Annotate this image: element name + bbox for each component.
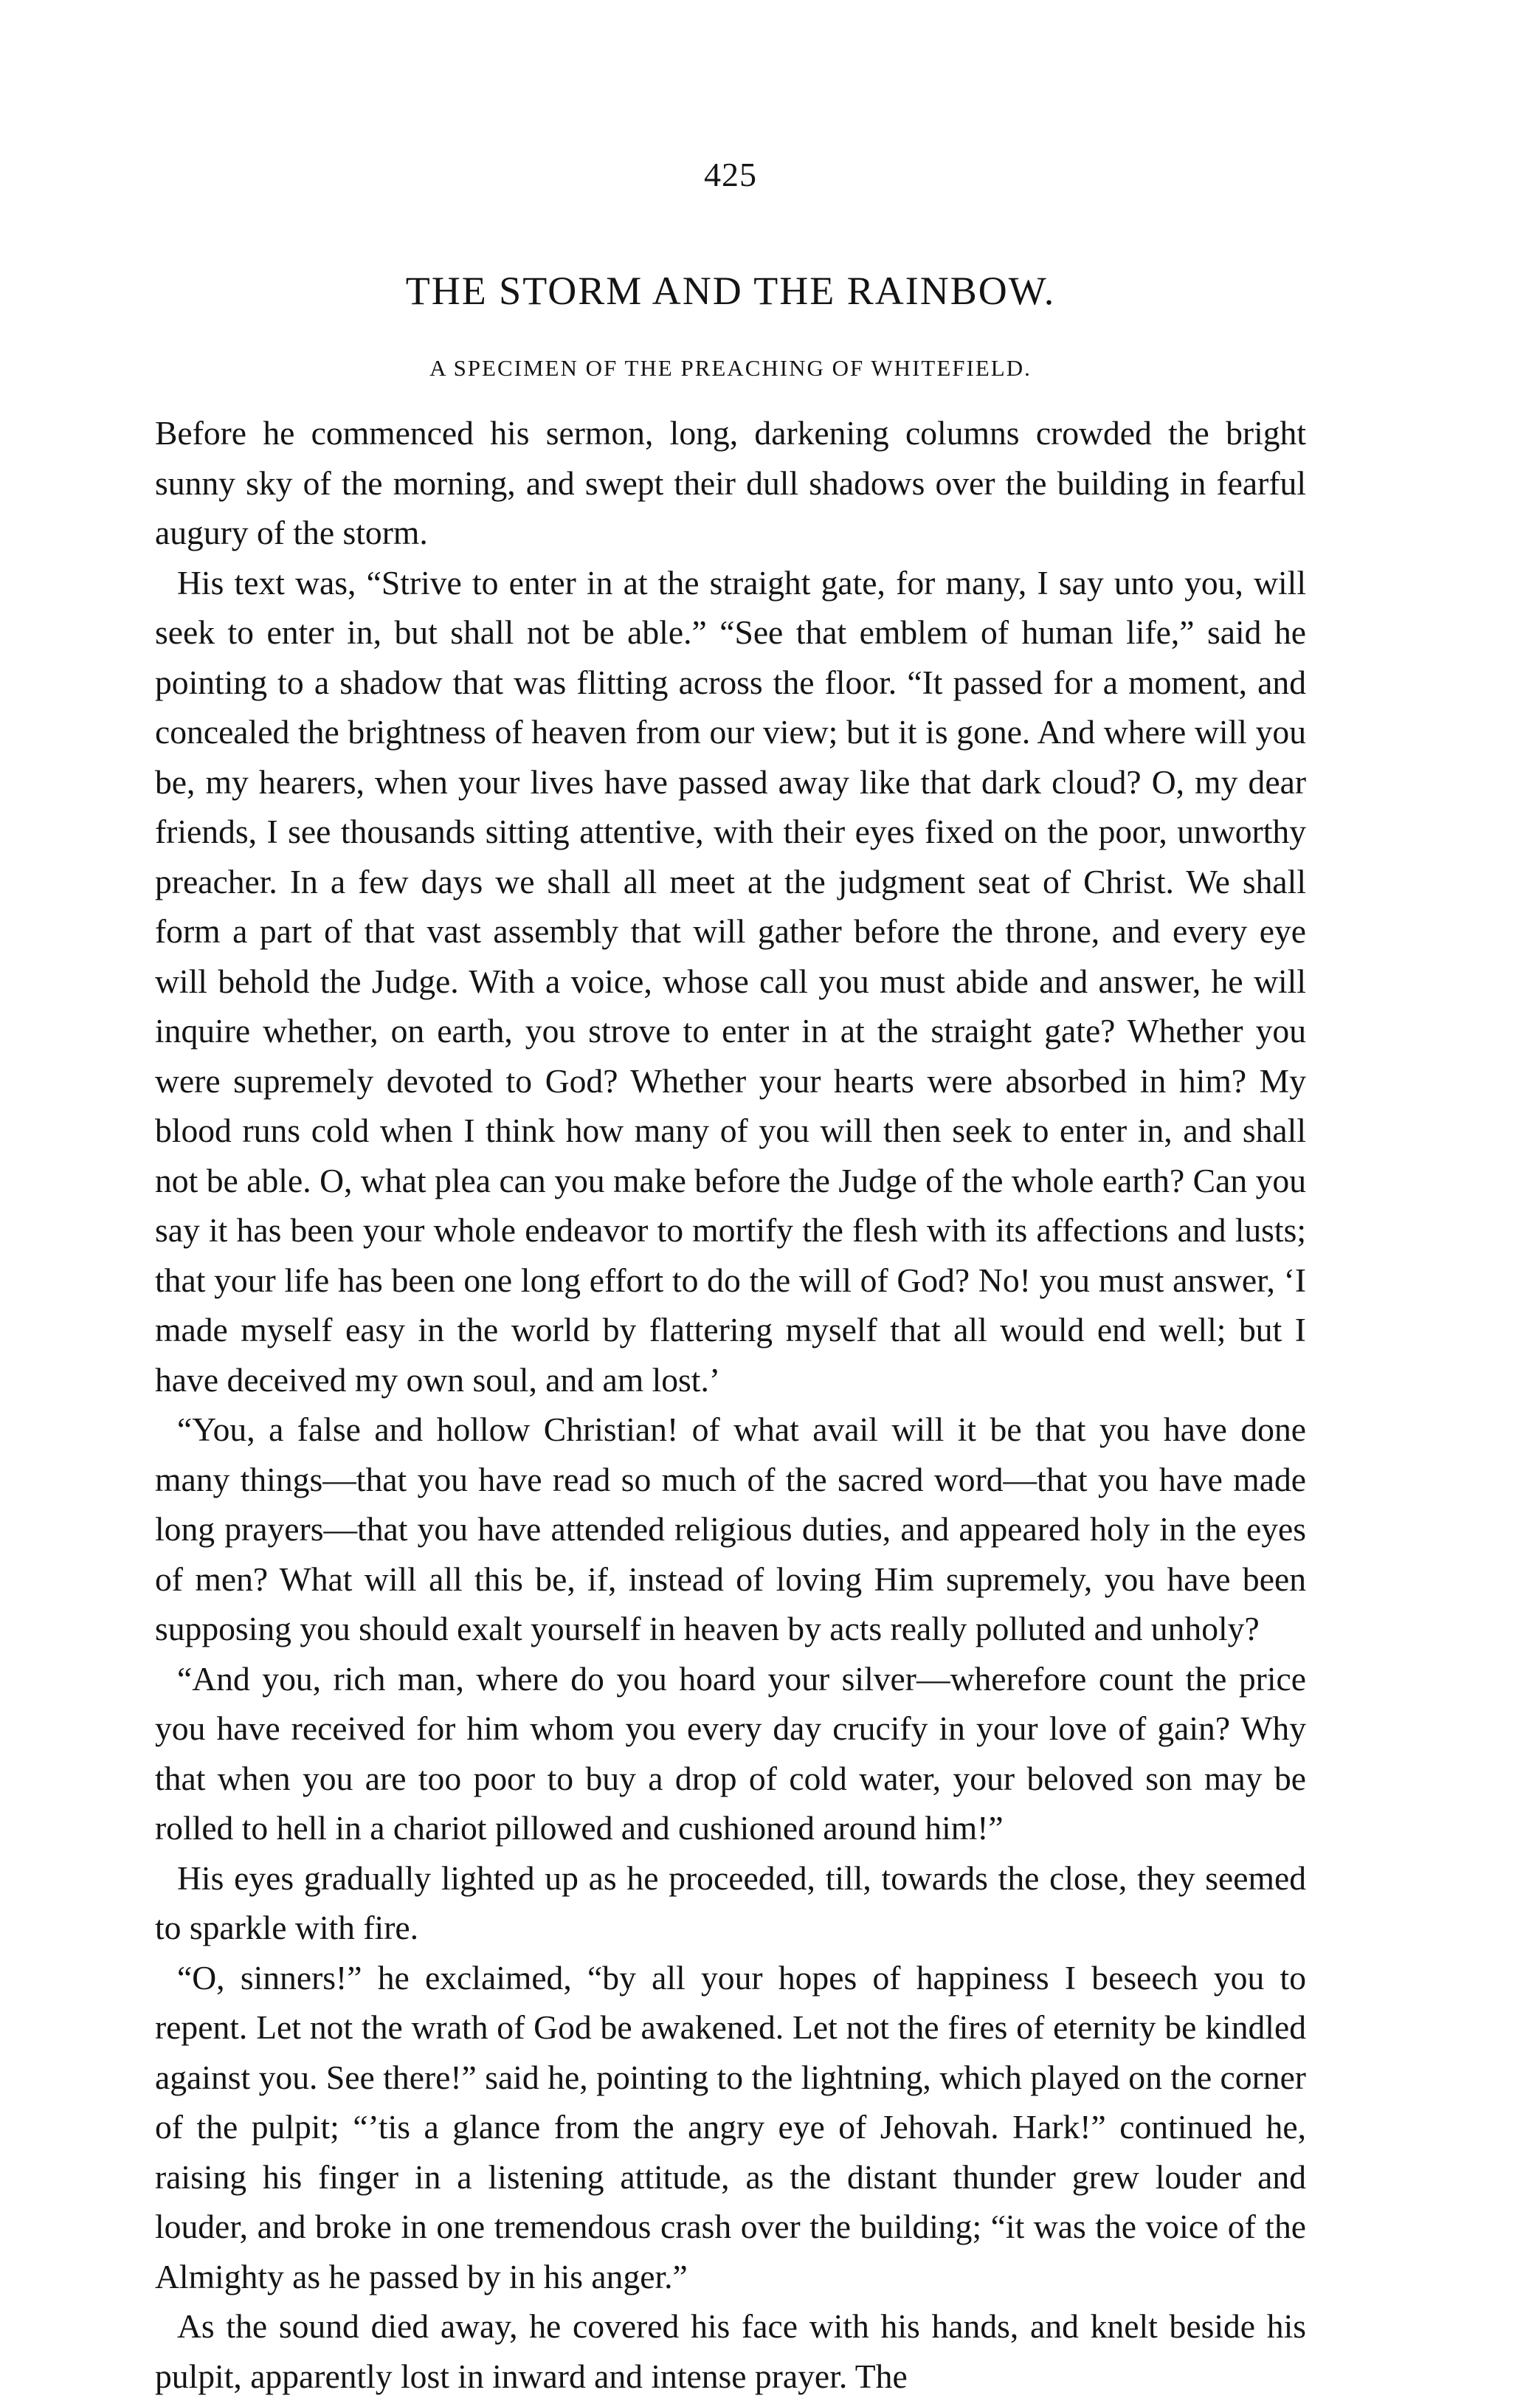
paragraph: As the sound died away, he covered his face with his hands, and knelt beside his pulpit, apparently lost in inward and intense prayer. The <box>155 2307 1306 2395</box>
paragraph: “O, sinners!” he exclaimed, “by all your hopes of happiness I beseech you to repent. Let not the wrath of God be awakened. Let not the fires of eternity be kindled against you. See there!” said he, pointing to the lightning, which played on the corner of the pulpit; “’tis a glance from the angry eye of Jehovah. Hark!” continued he, raising his finger in a listening attitude, as the distant thunder grew louder and louder, and broke in one tremendous crash over the building; “it was the voice of the Almighty as he passed by in his anger.” <box>155 1958 1306 2295</box>
page-number: 425 <box>704 156 757 193</box>
paragraph: Before he commenced his sermon, long, darkening columns crowded the bright sunny sky of the morning, and swept their dull shadows over the building in fearful augury of the storm. <box>155 414 1306 551</box>
chapter-subtitle: A SPECIMEN OF THE PREACHING OF WHITEFIELD. <box>429 355 1032 381</box>
body-text <box>155 408 1306 2401</box>
chapter-title: THE STORM AND THE RAINBOW. <box>405 269 1056 313</box>
paragraph: “And you, rich man, where do you hoard your silver—wherefore count the price you have received for him whom you every day crucify in your love of gain? Why that when you are too poor to buy a drop of cold water, your beloved son may be rolled to hell in a chariot pillowed and cushioned around him!” <box>155 1659 1306 1847</box>
paragraph: His text was, “Strive to enter in at the straight gate, for many, I say unto you, will seek to enter in, but shall not be able.” “See that emblem of human life,” said he pointing to a shadow that was flitting across the floor. “It passed for a moment, and concealed the brightness of heaven from our view; but it is gone. And where will you be, my hearers, when your lives have passed away like that dark cloud? O, my dear friends, I see thousands sitting attentive, with their eyes fixed on the poor, unworthy preacher. In a few days we shall all meet at the judgment seat of Christ. We shall form a part of that vast assembly that will gather before the throne, and every eye will behold the Judge. With a voice, whose call you must abide and answer, he will inquire whether, on earth, you strove to enter in at the straight gate? Whether you were supremely devoted to God? Whether your hearts were absorbed in him? My blood runs cold when I think how many of you will then seek to enter in, and shall not be able. O, what plea can you make before the Judge of the whole earth? Can you say it has been your whole endeavor to mortify the flesh with its affections and lusts; that your life has been one long effort to do the will of God? No! you must answer, ‘I made myself easy in the world by flattering myself that all would end well; but I have deceived my own soul, and am lost.’ <box>155 563 1306 1399</box>
book-page <box>155 155 1306 2401</box>
paragraph: His eyes gradually lighted up as he proceeded, till, towards the close, they seemed to sparkle with fire. <box>155 1859 1306 1946</box>
paragraph: “You, a false and hollow Christian! of what avail will it be that you have done many things—that you have read so much of the sacred word—that you have made long prayers—that you have attended religious duties, and appeared holy in the eyes of men? What will all this be, if, instead of loving Him supremely, you have been supposing you should exalt yourself in heaven by acts really polluted and unholy? <box>155 1410 1306 1647</box>
